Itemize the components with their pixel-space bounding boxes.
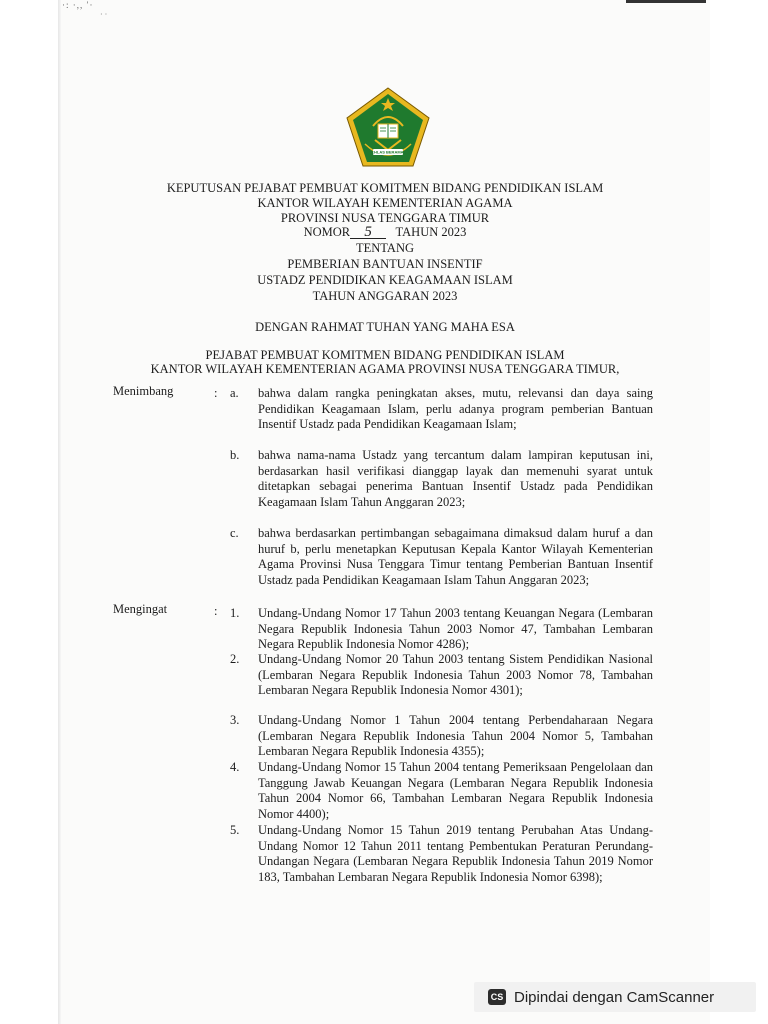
header-line-1: KEPUTUSAN PEJABAT PEMBUAT KOMITMEN BIDANG PENDIDIKAN ISLAM <box>166 181 604 195</box>
menimbang-colon: : <box>214 386 218 400</box>
camscanner-label: Dipindai dengan CamScanner <box>514 988 715 1006</box>
mengingat-label: Mengingat <box>113 602 168 616</box>
mengingat-item-3: Undang-Undang Nomor 1 Tahun 2004 tentang Perbendaharaan Negara (Lembaran Negara Republik Indonesia Tahun 2004 Nomor 5, Tambahan Lembaran Negara Republik Indonesia 4355); <box>258 713 653 759</box>
mengingat-item-5: Undang-Undang Nomor 15 Tahun 2019 tentang Perubahan Atas Undang-Undang Nomor 12 Tahun 2011 tentang Pembentukan Peraturan Perundang-Undangan Negara (Lembaran Negara Republik Indonesia Tahun 2019 Nomor 183, Tambahan Lembaran Negara Republik Indonesia Nomor 6398); <box>258 823 653 884</box>
paper-edge <box>58 0 61 1024</box>
scan-artifact: ·: ·,, ′· <box>62 0 94 10</box>
kemenag-emblem-icon <box>345 86 431 168</box>
header-tentang: TENTANG <box>355 241 414 255</box>
menimbang-item-b: bahwa nama-nama Ustadz yang tercantum dalam lampiran keputusan ini, berdasarkan hasil verifikasi dianggap layak dan memenuhi syarat untuk ditetapkan sebagai penerima Bantuan Insentif Ustadz pada Pendidikan Keagamaan Islam Tahun Anggaran 2023; <box>258 448 653 509</box>
mengingat-marker-3: 3. <box>230 713 240 727</box>
menimbang-marker-b: b. <box>230 448 240 462</box>
menimbang-item-c: bahwa berdasarkan pertimbangan sebagaimana dimaksud dalam huruf a dan huruf b, perlu menetapkan Keputusan Kepala Kantor Wilayah Kementerian Agama Provinsi Nusa Tenggara Timur tentang Pemberian Bantuan Insentif Ustadz pada Pendidikan Keagamaan Islam Tahun Anggaran 2023; <box>258 526 653 587</box>
scan-artifact-2: · · <box>100 10 108 19</box>
camscanner-logo-icon: CS <box>488 989 506 1005</box>
mengingat-item-2: Undang-Undang Nomor 20 Tahun 2003 tentang Sistem Pendidikan Nasional (Lembaran Negara Republik Indonesia Tahun 2003 Nomor 78, Tambahan Lembaran Negara Republik Indonesia Nomor 4301); <box>258 652 653 698</box>
mengingat-item-1: Undang-Undang Nomor 17 Tahun 2003 tentang Keuangan Negara (Lembaran Negara Republik Indonesia Tahun 2003 Nomor 47, Tambahan Lembaran Negara Republik Indonesia Nomor 4286); <box>258 606 653 652</box>
mengingat-marker-4: 4. <box>230 760 240 774</box>
header-subject-3: TAHUN ANGGARAN 2023 <box>312 289 458 303</box>
header-line-2: KANTOR WILAYAH KEMENTERIAN AGAMA <box>257 196 513 210</box>
header-line-3: PROVINSI NUSA TENGGARA TIMUR <box>280 211 490 225</box>
header-subject-1: PEMBERIAN BANTUAN INSENTIF <box>287 257 483 271</box>
nomor-value: 5 <box>350 226 386 239</box>
nomor-label: NOMOR <box>303 225 351 239</box>
mengingat-marker-1: 1. <box>230 606 240 620</box>
menimbang-marker-c: c. <box>230 526 239 540</box>
emblem-motto: IKHLAS BERAMAL <box>370 149 406 155</box>
menimbang-label: Menimbang <box>113 384 174 398</box>
header-subject-2: USTADZ PENDIDIKAN KEAGAMAAN ISLAM <box>257 273 513 287</box>
mengingat-marker-5: 5. <box>230 823 240 837</box>
header-nomor <box>60 225 710 240</box>
menimbang-marker-a: a. <box>230 386 239 400</box>
mengingat-marker-2: 2. <box>230 652 240 666</box>
scan-edge-bar <box>626 0 706 3</box>
mengingat-item-4: Undang-Undang Nomor 15 Tahun 2004 tentang Pemeriksaan Pengelolaan dan Tanggung Jawab Keuangan Negara (Lembaran Negara Republik Indonesia Tahun 2004 Nomor 66, Tambahan Lembaran Negara Republik Indonesia Nomor 4400); <box>258 760 653 821</box>
menimbang-item-a: bahwa dalam rangka peningkatan akses, mutu, relevansi dan daya saing Pendidikan Keagamaan Islam, perlu adanya program pemberian Bantuan Insentif Ustadz pada Pendidikan Keagamaan Islam; <box>258 386 653 432</box>
tahun-label: TAHUN 2023 <box>395 225 467 239</box>
mengingat-colon: : <box>214 604 218 618</box>
opening-phrase: DENGAN RAHMAT TUHAN YANG MAHA ESA <box>255 320 515 334</box>
official-line-1: PEJABAT PEMBUAT KOMITMEN BIDANG PENDIDIKAN ISLAM <box>205 348 565 362</box>
camscanner-watermark <box>474 982 756 1012</box>
official-line-2: KANTOR WILAYAH KEMENTERIAN AGAMA PROVINSI NUSA TENGGARA TIMUR, <box>150 362 620 376</box>
